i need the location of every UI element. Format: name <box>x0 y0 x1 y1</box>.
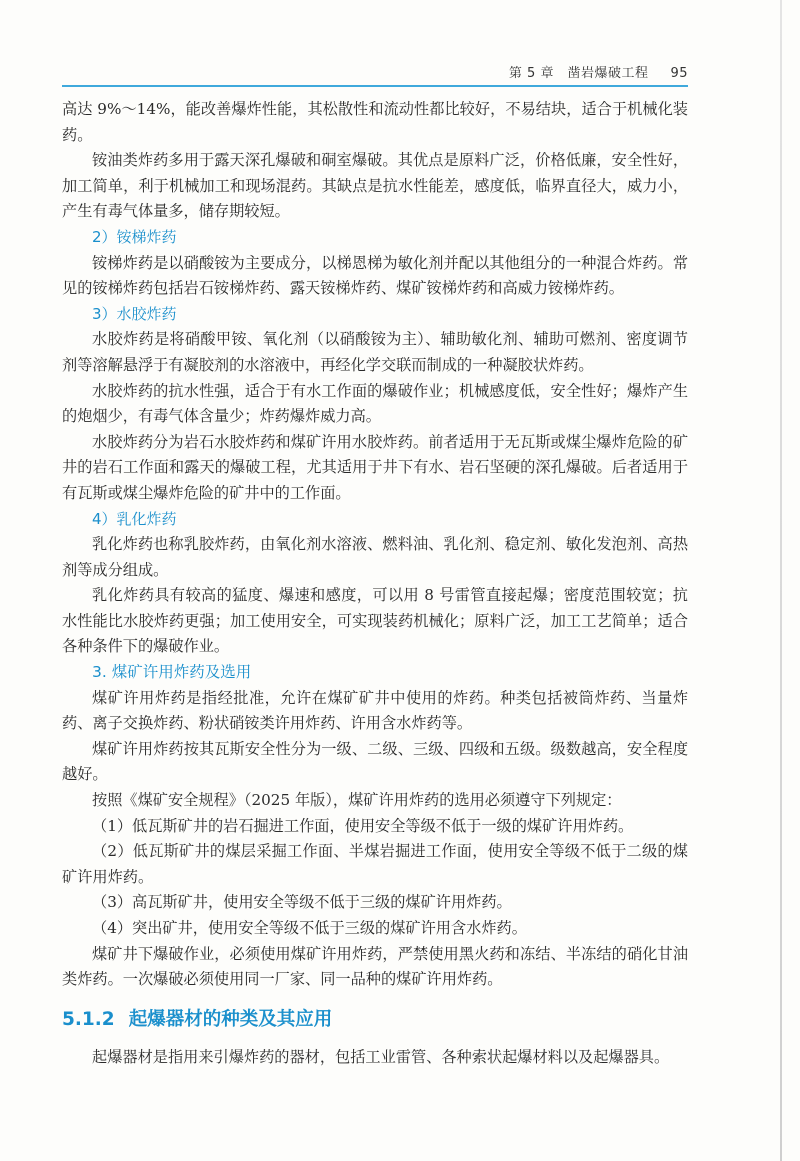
paragraph: 按照《煤矿安全规程》（2025 年版），煤矿许用炸药的选用必须遵守下列规定： <box>92 791 622 810</box>
paragraph: 铵梯炸药是以硝酸铵为主要成分，以梯恩梯为敏化剂并配以其他组分的一种混合炸药。常见的铵梯炸药包括岩石铵梯炸药、露天铵梯炸药、煤矿铵梯炸药和高威力铵梯炸药。 <box>62 253 688 298</box>
list-item: （3）高瓦斯矿井，使用安全等级不低于三级的煤矿许用炸药。 <box>92 893 512 912</box>
list-item: （4）突出矿井，使用安全等级不低于三级的煤矿许用含水炸药。 <box>92 919 527 937</box>
page-edge <box>780 0 782 1161</box>
paragraph: 乳化炸药具有较高的猛度、爆速和感度，可以用 8 号雷管直接起爆；密度范围较宽；抗水性能比水胶炸药更强；加工使用安全，可实现装药机械化；原料广泛，加工工艺简单；适合各种条件下的爆破作业。 <box>62 586 688 656</box>
paragraph: 水胶炸药是将硝酸甲铵、氧化剂（以硝酸铵为主）、辅助敏化剂、辅助可燃剂、密度调节剂等溶解悬浮于有凝胶剂的水溶液中，再经化学交联而制成的一种凝胶状炸药。 <box>62 330 688 374</box>
paragraph: 煤矿许用炸药按其瓦斯安全性分为一级、二级、三级、四级和五级。级数越高，安全程度越好。 <box>62 739 688 784</box>
chapter-title: 第 5 章 凿岩爆破工程 <box>508 66 649 81</box>
paragraph: 水胶炸药的抗水性强，适合于有水工作面的爆破作业；机械感度低，安全性好；爆炸产生的炮烟少，有毒气体含量少；炸药爆炸威力高。 <box>62 381 688 426</box>
running-header <box>62 62 688 86</box>
paragraph: 乳化炸药也称乳胶炸药，由氧化剂水溶液、燃料油、乳化剂、稳定剂、敏化发泡剂、高热剂等成分组成。 <box>62 535 688 579</box>
section-heading <box>62 1007 688 1033</box>
paragraph: 铵油类炸药多用于露天深孔爆破和硐室爆破。其优点是原料广泛，价格低廉，安全性好，加工简单，利于机械加工和现场混药。其缺点是抗水性能差，感度低，临界直径大，威力小，产生有毒气体量多，储存期较短。 <box>62 151 688 221</box>
page-body <box>62 97 688 1070</box>
paragraph: 水胶炸药分为岩石水胶炸药和煤矿许用水胶炸药。前者适用于无瓦斯或煤尘爆炸危险的矿井的岩石工作面和露天的爆破工程，尤其适用于井下有水、岩石坚硬的深孔爆破。后者适用于有瓦斯或煤尘爆炸危险的矿井中的工作面。 <box>62 432 688 502</box>
paragraph: 高达 9%～14%，能改善爆炸性能，其松散性和流动性都比较好，不易结块，适合于机械化装药。 <box>62 100 688 144</box>
subheading-water-gel: 3）水胶炸药 <box>92 304 177 323</box>
list-item: （1）低瓦斯矿井的岩石掘进工作面，使用安全等级不低于一级的煤矿许用炸药。 <box>92 816 634 835</box>
header-rule <box>62 85 688 87</box>
paragraph: 煤矿井下爆破作业，必须使用煤矿许用炸药，严禁使用黑火药和冻结、半冻结的硝化甘油类炸药。一次爆破必须使用同一厂家、同一品种的煤矿许用炸药。 <box>62 944 688 989</box>
subheading-emulsion: 4）乳化炸药 <box>92 509 177 528</box>
list-item: （2）低瓦斯矿井的煤层采掘工作面、半煤岩掘进工作面，使用安全等级不低于二级的煤矿许用炸药。 <box>62 842 688 886</box>
subheading-coal-mine-explosives: 3. 煤矿许用炸药及选用 <box>92 663 252 682</box>
header-text <box>509 62 688 81</box>
paragraph: 煤矿许用炸药是指经批准，允许在煤矿矿井中使用的炸药。种类包括被筒炸药、当量炸药、离子交换炸药、粉状硝铵类许用炸药、许用含水炸药等。 <box>62 688 688 733</box>
section-title: 起爆器材的种类及其应用 <box>128 1008 333 1030</box>
paragraph: 起爆器材是指用来引爆炸药的器材，包括工业雷管、各种索状起爆材料以及起爆器具。 <box>92 1047 670 1066</box>
page-number: 95 <box>670 66 688 81</box>
section-number: 5.1.2 <box>62 1008 115 1030</box>
subheading-ammonium-tnt: 2）铵梯炸药 <box>92 227 177 246</box>
